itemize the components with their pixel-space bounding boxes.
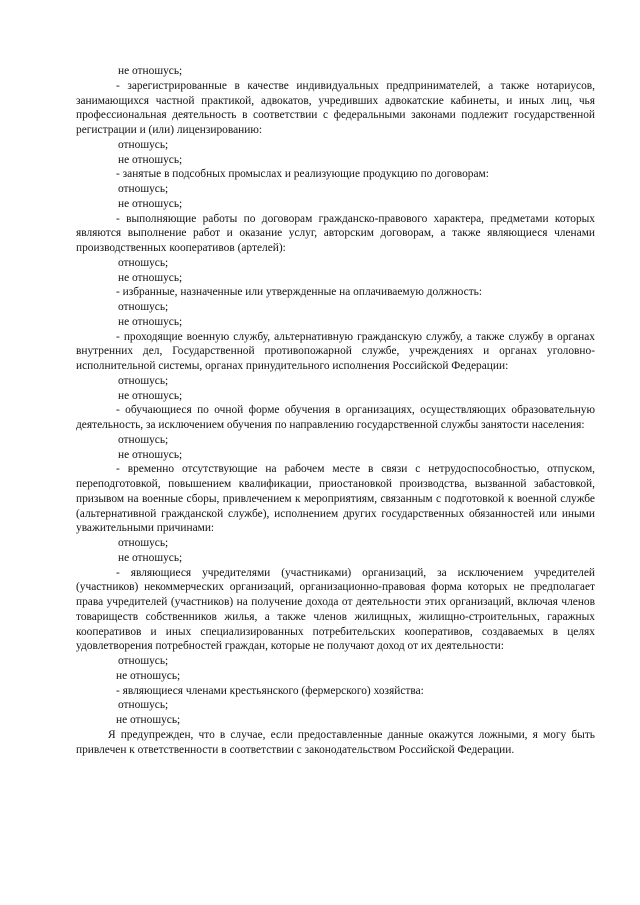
answer-option: не отношусь; xyxy=(116,669,181,682)
category-paragraph: - временно отсутствующие на рабочем месте в связи с нетрудоспособностью, отпуском, переподготовкой, повышением квалификации, приостановкой производства, вызванной забастовкой, призывом на военные сборы, привлечением к мероприятиям, связанным с подготовкой к военной службе (альтернативной гражданской службе), исполнением других государственных обязанностей или иными уважительными причинами: xyxy=(76,463,595,535)
liability-warning-paragraph: Я предупрежден, что в случае, если предоставленные данные окажутся ложными, я могу быть привлечен к ответственности в соответствии с законодательством Российской Федерации. xyxy=(76,728,595,756)
answer-option: отношусь; xyxy=(118,699,169,712)
answer-option: отношусь; xyxy=(118,301,169,313)
answer-option: не отношусь; xyxy=(116,714,181,726)
answer-option: отношусь; xyxy=(118,374,169,387)
answer-option: не отношусь; xyxy=(118,65,183,77)
answer-option: отношусь; xyxy=(118,655,169,667)
answer-option: отношусь; xyxy=(118,433,169,446)
answer-option: отношусь; xyxy=(118,537,169,549)
answer-option: не отношусь; xyxy=(118,197,183,210)
document-body xyxy=(76,64,595,757)
category-paragraph: - обучающиеся по очной форме обучения в организациях, осуществляющих образовательную деятельность, за исключением обучения по направлению государственной службы занятости населения: xyxy=(76,404,595,431)
category-paragraph: - являющиеся членами крестьянского (фермерского) хозяйства: xyxy=(116,684,424,697)
answer-option: отношусь; xyxy=(118,183,169,195)
answer-option: не отношусь; xyxy=(118,315,183,328)
category-paragraph: - избранные, назначенные или утвержденные на оплачиваемую должность: xyxy=(116,286,483,299)
answer-option: не отношусь; xyxy=(118,389,183,402)
category-paragraph: - занятые в подсобных промыслах и реализующие продукцию по договорам: xyxy=(116,168,489,181)
category-paragraph: - являющиеся учредителями (участниками) организаций, за исключением учредителей (участников) некоммерческих организаций, организационно-правовая форма которых не предполагает права учредителей (участников) на получение дохода от деятельности этих организаций, включая членов товариществ собственников жилья, а также членов жилищных, жилищно-строительных, гаражных кооперативов и иных специализированных потребительских кооперативов, создаваемых в целях удовлетворения потребностей граждан, которые не получают доход от их деятельности: xyxy=(76,566,595,653)
answer-option: не отношусь; xyxy=(118,271,183,284)
answer-option: не отношусь; xyxy=(118,551,183,564)
answer-option: отношусь; xyxy=(118,256,169,269)
category-paragraph: - выполняющие работы по договорам гражданско-правового характера, предметами которых являются выполнение работ и оказание услуг, авторским договорам, а также являющиеся членами производственных кооперативов (артелей): xyxy=(76,212,595,254)
answer-option: не отношусь; xyxy=(118,153,183,166)
answer-option: отношусь; xyxy=(118,138,169,151)
answer-option: не отношусь; xyxy=(118,448,183,461)
category-paragraph: - зарегистрированные в качестве индивидуальных предпринимателей, а также нотариусов, занимающихся частной практикой, адвокатов, учредивших адвокатские кабинеты, и иных лиц, чья профессиональная деятельность в соответствии с федеральными законами подлежит государственной регистрации и (или) лицензированию: xyxy=(76,79,595,136)
category-paragraph: - проходящие военную службу, альтернативную гражданскую службу, а также службу в органах внутренних дел, Государственной противопожарной службе, учреждениях и органах уголовно-исполнительной системы, органах принудительного исполнения Российской Федерации: xyxy=(76,330,595,372)
